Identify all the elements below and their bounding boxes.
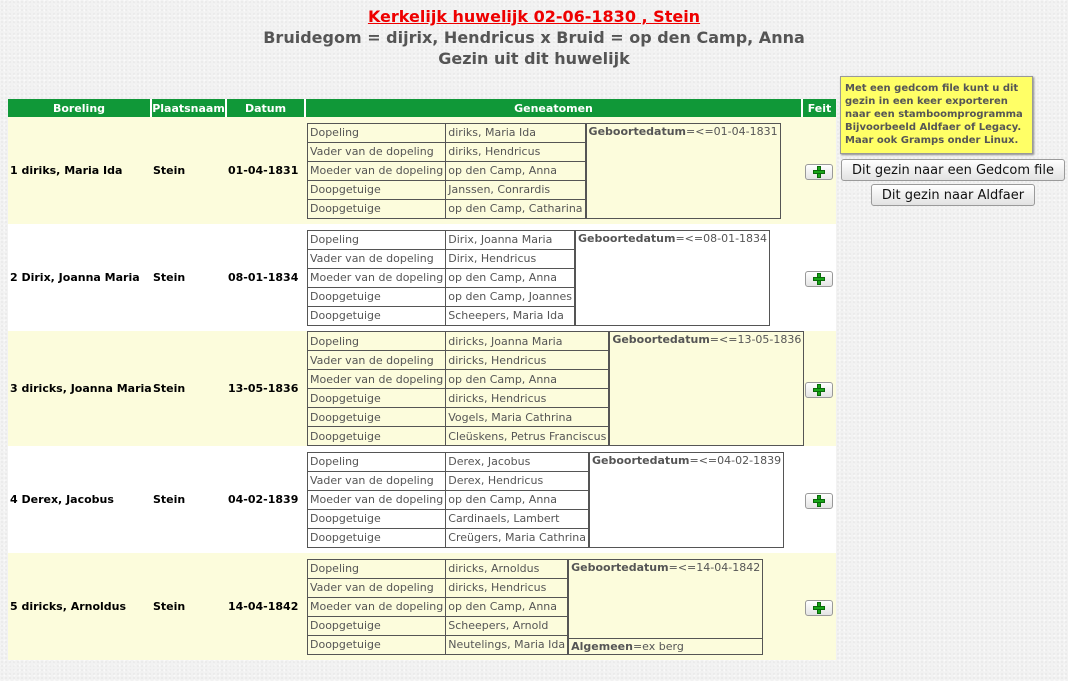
participant-role: Doopgetuige: [308, 408, 446, 427]
column-header-feit: Feit: [802, 99, 836, 117]
table-row: [8, 117, 836, 224]
participant-name[interactable]: op den Camp, Anna: [446, 490, 589, 509]
participant-role: Dopeling: [308, 453, 446, 472]
property-value: =<=01-04-1831: [686, 124, 778, 138]
participant-role: Dopeling: [308, 231, 446, 250]
participants-table: [308, 231, 575, 325]
properties-panel: [609, 332, 803, 445]
participant-role: Moeder van de dopeling: [308, 161, 446, 180]
plaatsnaam-cell: Stein: [153, 600, 186, 613]
participant-role: Moeder van de dopeling: [308, 490, 446, 509]
participant-name[interactable]: diriks, Maria Ida: [446, 124, 585, 143]
plus-icon: [813, 602, 825, 614]
plaatsnaam-cell: Stein: [153, 164, 186, 177]
datum-cell: 08-01-1834: [228, 271, 299, 284]
page-header: [0, 7, 1068, 69]
property-key: Geboortedatum: [571, 560, 669, 574]
participant-name[interactable]: diriks, Hendricus: [446, 142, 585, 161]
feit-cell: [802, 446, 836, 553]
participant-row: [308, 471, 589, 490]
property-key: Geboortedatum: [577, 231, 676, 245]
participant-name[interactable]: Vogels, Maria Cathrina: [446, 408, 609, 427]
participant-role: Moeder van de dopeling: [308, 597, 446, 616]
participant-name[interactable]: Scheepers, Arnold: [446, 616, 568, 635]
plus-icon: [813, 273, 825, 285]
couple-subtitle: Bruidegom = dijrix, Hendricus x Bruid = op den Camp, Anna: [263, 28, 805, 47]
plus-icon: [813, 384, 825, 396]
participant-role: Doopgetuige: [308, 199, 446, 218]
participant-name[interactable]: op den Camp, Anna: [446, 268, 575, 287]
participant-name[interactable]: Cardinaels, Lambert: [446, 509, 589, 528]
participant-role: Dopeling: [308, 124, 446, 143]
geneatomen-cell: [305, 224, 802, 331]
boreling-cell: 2 Dirix, Joanna Maria: [10, 271, 140, 284]
participant-name[interactable]: diricks, Hendricus: [446, 578, 568, 597]
plaatsnaam-cell: Stein: [153, 382, 186, 395]
column-header-geneatomen: Geneatomen: [305, 99, 802, 117]
add-fact-button[interactable]: [805, 382, 833, 398]
participant-role: Vader van de dopeling: [308, 142, 446, 161]
properties-panel: [586, 124, 780, 218]
participant-row: [308, 389, 609, 408]
feit-cell: [802, 331, 836, 446]
plus-icon: [813, 495, 825, 507]
add-fact-button[interactable]: [805, 271, 833, 287]
participants-table: [308, 332, 609, 445]
family-subtitle: Gezin uit dit huwelijk: [438, 49, 630, 68]
participant-role: Dopeling: [308, 560, 446, 579]
participant-role: Vader van de dopeling: [308, 249, 446, 268]
table-row: [8, 446, 836, 553]
participant-row: [308, 351, 609, 370]
participant-role: Doopgetuige: [308, 635, 446, 654]
plus-icon: [813, 166, 825, 178]
property-key: Geboortedatum: [592, 453, 690, 467]
participants-table: [308, 453, 589, 547]
participant-row: [308, 199, 585, 218]
participant-role: Vader van de dopeling: [308, 578, 446, 597]
export-aldfaer-button[interactable]: Dit gezin naar Aldfaer: [871, 184, 1035, 206]
participant-row: [308, 370, 609, 389]
participant-row: [308, 142, 585, 161]
property-item: [576, 231, 769, 246]
participant-row: [308, 161, 585, 180]
property-value: =ex berg: [632, 639, 684, 653]
participant-role: Doopgetuige: [308, 389, 446, 408]
feit-cell: [802, 224, 836, 331]
properties-panel: [568, 560, 762, 654]
participant-name[interactable]: diricks, Arnoldus: [446, 560, 568, 579]
participants-table: [308, 124, 586, 218]
children-table: [8, 99, 836, 660]
properties-panel: [575, 231, 769, 325]
participant-row: [308, 578, 568, 597]
add-fact-button[interactable]: [805, 493, 833, 509]
participant-row: [308, 268, 574, 287]
participant-name[interactable]: diricks, Joanna Maria: [446, 332, 609, 351]
participant-name[interactable]: diricks, Hendricus: [446, 389, 609, 408]
boreling-cell: 3 diricks, Joanna Maria: [10, 382, 152, 395]
datum-cell: 04-02-1839: [228, 493, 299, 506]
gedcom-info-box: Met een gedcom file kunt u dit gezin in een keer exporteren naar een stamboomprogramma Bijvoorbeeld Aldfaer of Legacy. Maar ook Gramps onder Linux.: [840, 76, 1033, 154]
participant-role: Vader van de dopeling: [308, 351, 446, 370]
participant-row: [308, 231, 574, 250]
table-body: [8, 117, 836, 660]
geneatomen-cell: [305, 331, 802, 446]
participant-name[interactable]: op den Camp, Anna: [446, 161, 585, 180]
boreling-cell: 5 diricks, Arnoldus: [10, 600, 127, 613]
column-header-datum: Datum: [226, 99, 305, 117]
geneatom-record: [307, 559, 763, 655]
column-header-boreling: Boreling: [8, 99, 151, 117]
geneatom-record: [307, 230, 770, 326]
participant-role: Doopgetuige: [308, 509, 446, 528]
participant-name[interactable]: Dirix, Hendricus: [446, 249, 575, 268]
participant-role: Doopgetuige: [308, 528, 446, 547]
participant-row: [308, 124, 585, 143]
participant-row: [308, 597, 568, 616]
property-item: [590, 453, 783, 468]
participant-role: Doopgetuige: [308, 427, 446, 446]
participant-row: [308, 249, 574, 268]
participant-role: Doopgetuige: [308, 287, 446, 306]
export-gedcom-button[interactable]: Dit gezin naar een Gedcom file: [841, 159, 1065, 181]
boreling-cell: 1 diriks, Maria Ida: [10, 164, 123, 177]
property-value: =<=13-05-1836: [709, 333, 802, 346]
page-title[interactable]: Kerkelijk huwelijk 02-06-1830 , Stein: [367, 7, 701, 26]
plaatsnaam-cell: Stein: [153, 493, 186, 506]
property-item: [610, 332, 803, 347]
participant-row: [308, 332, 609, 351]
participant-name[interactable]: Janssen, Conrardis: [446, 180, 585, 199]
geneatom-record: [307, 331, 804, 446]
participant-row: [308, 635, 568, 654]
participant-row: [308, 427, 609, 446]
participant-name[interactable]: op den Camp, Anna: [446, 597, 568, 616]
geneatomen-cell: [305, 117, 802, 224]
add-fact-button[interactable]: [805, 164, 833, 180]
participant-name[interactable]: op den Camp, Joannes: [446, 287, 575, 306]
add-fact-button[interactable]: [805, 600, 833, 616]
feit-cell: [802, 117, 836, 224]
participant-name[interactable]: op den Camp, Anna: [446, 370, 609, 389]
table-row: [8, 331, 836, 446]
geneatom-record: [307, 123, 781, 219]
participant-role: Vader van de dopeling: [308, 471, 446, 490]
participant-role: Doopgetuige: [308, 180, 446, 199]
datum-cell: 13-05-1836: [228, 382, 299, 395]
participant-name[interactable]: Neutelings, Maria Ida: [446, 635, 568, 654]
participant-role: Dopeling: [308, 332, 446, 351]
plaatsnaam-cell: Stein: [153, 271, 186, 284]
participant-row: [308, 287, 574, 306]
property-key: Geboortedatum: [612, 333, 710, 346]
datum-cell: 01-04-1831: [228, 164, 299, 177]
participant-name[interactable]: Scheepers, Maria Ida: [446, 306, 575, 325]
property-key: Geboortedatum: [588, 124, 687, 138]
participants-table: [308, 560, 568, 654]
geneatomen-cell: [305, 553, 802, 660]
participant-role: Moeder van de dopeling: [308, 370, 446, 389]
column-header-plaatsnaam: Plaatsnaam: [151, 99, 226, 117]
participant-name[interactable]: op den Camp, Catharina: [446, 199, 585, 218]
participant-name[interactable]: Cleüskens, Petrus Franciscus: [446, 427, 609, 446]
participant-row: [308, 408, 609, 427]
properties-panel: [589, 453, 783, 547]
property-item: [569, 638, 762, 654]
participant-role: Moeder van de dopeling: [308, 268, 446, 287]
participant-row: [308, 509, 589, 528]
participant-row: [308, 180, 585, 199]
participant-role: Doopgetuige: [308, 616, 446, 635]
property-value: =<=04-02-1839: [689, 453, 782, 467]
participant-role: Doopgetuige: [308, 306, 446, 325]
property-value: =<=08-01-1834: [675, 231, 768, 245]
table-row: [8, 224, 836, 331]
participant-name[interactable]: Creügers, Maria Cathrina: [446, 528, 589, 547]
property-item: [587, 124, 780, 139]
participant-row: [308, 490, 589, 509]
boreling-cell: 4 Derex, Jacobus: [10, 493, 114, 506]
table-row: [8, 553, 836, 660]
participant-name[interactable]: Derex, Hendricus: [446, 471, 589, 490]
geneatom-record: [307, 452, 784, 548]
participant-name[interactable]: diricks, Hendricus: [446, 351, 609, 370]
table-header-row: [8, 99, 836, 117]
geneatomen-cell: [305, 446, 802, 553]
participant-row: [308, 306, 574, 325]
participant-row: [308, 616, 568, 635]
feit-cell: [802, 553, 836, 660]
datum-cell: 14-04-1842: [228, 600, 299, 613]
participant-row: [308, 528, 589, 547]
property-item: [569, 560, 762, 575]
participant-row: [308, 560, 568, 579]
participant-name[interactable]: Dirix, Joanna Maria: [446, 231, 575, 250]
participant-row: [308, 453, 589, 472]
property-key: Algemeen: [571, 639, 633, 653]
property-value: =<=14-04-1842: [668, 560, 761, 574]
participant-name[interactable]: Derex, Jacobus: [446, 453, 589, 472]
